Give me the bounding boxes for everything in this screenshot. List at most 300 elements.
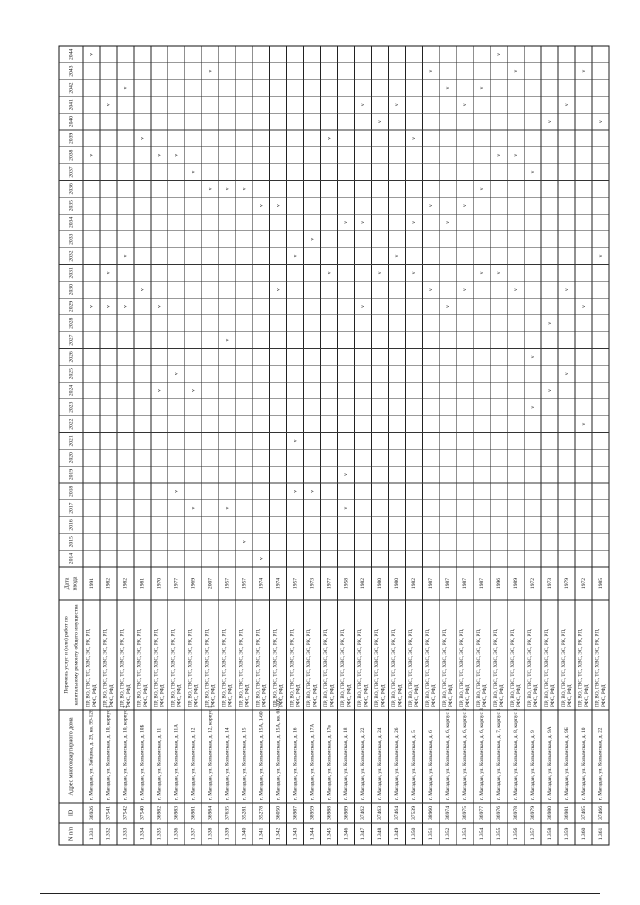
cell-id: 37539 <box>411 806 418 820</box>
cell-mark-2028: v <box>546 321 553 325</box>
cell-services: РФС, РФД <box>363 684 370 707</box>
cell-num: 1.351 <box>428 827 435 841</box>
table-row <box>595 120 607 840</box>
cell-services: РФС, РФД <box>108 684 115 707</box>
cell-mark-2032: v <box>122 254 129 258</box>
cell-mark-2035: v <box>258 204 265 208</box>
cell-address: г. Магадан, ул. Колымская, д. 6, корпус 3 <box>478 708 485 800</box>
cell-services: РФС, РФД <box>193 684 200 707</box>
cell-services: ПР, ВО, ГВС, ТС, ХВС, ЭС, РК, РП, <box>509 628 516 707</box>
table-row <box>120 86 132 840</box>
header-date: Дата <box>64 577 71 590</box>
cell-services: РФС, РФД <box>261 684 268 707</box>
cell-services: ПР, ВО, ГВС, ТС, ХВС, ЭС, РК, РП, <box>272 628 279 707</box>
table-row <box>170 154 182 841</box>
header-year-2040: 2040 <box>68 116 75 128</box>
header-year-2044: 2044 <box>68 48 75 60</box>
cell-services: РФС, РФД <box>210 684 217 707</box>
cell-id: 36981 <box>563 806 570 820</box>
table-row <box>476 86 488 840</box>
cell-address: г. Магадан, ул. Колымская, д. 10 <box>580 727 587 800</box>
cell-num: 1.331 <box>88 827 95 841</box>
cell-address: г. Магадан, ул. Колымская, д. 18 <box>343 727 350 800</box>
header-year-2042: 2042 <box>68 82 75 94</box>
cell-services: ПР, ВО, ГВС, ТС, ХВС, ЭС, РК, РП, <box>221 628 228 707</box>
header-year-2043: 2043 <box>68 65 75 77</box>
cell-services: ПР, ВО, ГВС, ТС, ХВС, ЭС, РК, РП, <box>102 628 109 707</box>
cell-mark-2034: v <box>343 221 350 224</box>
cell-mark-2017: v <box>190 506 197 510</box>
cell-num: 1.358 <box>546 827 553 841</box>
cell-mark-2037: v <box>529 170 536 174</box>
cell-mark-2029: v <box>105 305 112 308</box>
cell-mark-2034: v <box>411 221 418 224</box>
cell-address: г. Магадан, ул. Колымская, д. 8, корпус 1 <box>512 708 519 800</box>
cell-mark-2033: v <box>309 237 316 241</box>
cell-num: 1.340 <box>241 827 248 841</box>
cell-services: ПР, ВО, ГВС, ТС, ХВС, ЭС, РК, РП, <box>391 628 398 707</box>
cell-mark-2017: v <box>224 506 231 510</box>
cell-id: 36050 <box>275 806 282 820</box>
cell-mark-2041: v <box>360 103 367 107</box>
cell-services: ПР, ВО, ГВС, ТС, ХВС, ЭС, РК, РП, <box>289 628 296 707</box>
cell-services: ПР, ВО, ГВС, ТС, ХВС, ЭС, РК, РП, <box>153 628 160 707</box>
cell-num: 1.337 <box>190 827 197 841</box>
cell-services: ПР, ВО, ГВС, ТС, ХВС, ЭС, РК, РП, <box>577 628 584 707</box>
cell-id: 36926 <box>88 806 95 820</box>
cell-mark-2023: v <box>529 405 536 409</box>
cell-commission-year: 1977 <box>173 577 180 590</box>
cell-mark-2041: v <box>105 103 112 107</box>
header-year-2041: 2041 <box>68 99 75 111</box>
cell-services: РФС, РФД <box>346 684 353 707</box>
cell-services: ПР, ВО, ГВС, ТС, ХВС, ЭС, РК, РП, <box>475 628 482 707</box>
cell-mark-2029: v <box>88 305 95 308</box>
cell-services: РФС, РФД <box>566 684 573 707</box>
cell-id: 36989 <box>343 806 350 820</box>
header-year-2034: 2034 <box>68 216 75 229</box>
table-row <box>86 53 98 841</box>
cell-mark-2030: v <box>462 288 469 292</box>
cell-num: 1.345 <box>326 827 333 841</box>
header-year-2035: 2035 <box>68 200 75 212</box>
cell-services: ПР, ВО, ГВС, ТС, ХВС, ЭС, РК, РП, <box>306 628 313 707</box>
cell-services: РФС, РФД <box>549 684 556 707</box>
cell-commission-year: 1974 <box>275 577 282 590</box>
cell-services: РФС, РФД <box>414 684 421 707</box>
cell-num: 1.332 <box>105 827 112 841</box>
cell-services: РФС, РФД <box>600 684 607 707</box>
cell-mark-2035: v <box>428 204 435 208</box>
cell-id: 36983 <box>173 806 180 820</box>
cell-address: г. Магадан, ул. Колымская, д. 10, корпус 1 <box>105 705 112 800</box>
cell-num: 1.349 <box>394 827 401 841</box>
header-num: N п/п <box>68 827 75 841</box>
cell-address: г. Магадан, ул. Колымская, д. 12 <box>190 727 197 800</box>
cell-id: 37463 <box>377 806 384 820</box>
cell-id: 37466 <box>597 806 604 820</box>
cell-mark-2031: v <box>326 271 333 275</box>
cell-mark-2044: v <box>495 53 502 56</box>
cell-id: 38959 <box>309 806 316 820</box>
table-row <box>510 70 522 841</box>
cell-mark-2042: v <box>478 86 485 90</box>
cell-address: г. Магадан, ул. Колымская, д. 17А <box>309 723 316 800</box>
cell-address: г. Магадан, ул. Колымская, д. 15 <box>241 727 248 800</box>
table-row <box>204 70 216 841</box>
cell-commission-year: 1969 <box>190 577 197 590</box>
header-year-2018: 2018 <box>68 485 75 497</box>
cell-commission-year: 1980 <box>394 577 401 590</box>
cell-address: г. Магадан, ул. Зайцева, д. 29, кв. 99-128 <box>88 709 95 800</box>
cell-mark-2019: v <box>343 473 350 476</box>
cell-mark-2014: v <box>258 557 265 560</box>
cell-mark-2031: v <box>411 271 418 275</box>
cell-num: 1.341 <box>258 827 265 841</box>
table-row <box>187 170 199 840</box>
cell-num: 1.348 <box>377 827 384 841</box>
cell-address: г. Магадан, ул. Колымская, д. 10, корпус 2 <box>122 705 129 800</box>
cell-address: г. Магадан, ул. Колымская, д. 6, корпус 1 <box>445 708 452 800</box>
cell-mark-2035: v <box>462 204 469 208</box>
cell-mark-2040: v <box>546 120 553 123</box>
cell-num: 1.357 <box>529 827 536 841</box>
cell-num: 1.342 <box>275 827 282 841</box>
cell-services: РФС, РФД <box>312 684 319 707</box>
table-row <box>154 154 166 841</box>
cell-services: РФС, РФД <box>533 684 540 707</box>
header-year-2017: 2017 <box>68 502 75 514</box>
cell-commission-year: 1981 <box>139 577 146 590</box>
cell-num: 1.335 <box>156 827 163 841</box>
cell-mark-2043: v <box>428 69 435 73</box>
table-row <box>544 120 556 840</box>
cell-mark-2040: v <box>377 120 384 123</box>
cell-mark-2029: v <box>156 305 163 308</box>
cell-num: 1.334 <box>139 827 146 841</box>
header-year-2033: 2033 <box>68 233 75 245</box>
cell-id: 36981 <box>190 806 197 820</box>
cell-num: 1.346 <box>343 827 350 841</box>
cell-id: 37542 <box>122 806 129 820</box>
cell-id: 36980 <box>546 806 553 820</box>
cell-mark-2024: v <box>156 389 163 392</box>
cell-mark-2035: v <box>275 204 282 208</box>
cell-mark-2030: v <box>563 288 570 292</box>
cell-address: г. Магадан, ул. Колымская, д. 17в <box>326 725 333 800</box>
cell-id: 37540 <box>139 806 146 820</box>
cell-mark-2031: v <box>105 271 112 275</box>
cell-num: 1.353 <box>462 827 469 841</box>
cell-mark-2031: v <box>495 271 502 275</box>
cell-services: РФС, РФД <box>278 684 285 707</box>
cell-num: 1.355 <box>495 827 502 841</box>
cell-services: РФС, РФД <box>176 684 183 707</box>
cell-commission-year: 1985 <box>597 577 604 590</box>
table-row <box>306 238 318 841</box>
header-id: ID <box>68 809 75 817</box>
cell-mark-2041: v <box>563 103 570 107</box>
cell-services: ПР, ВО, ГВС, ТС, ХВС, ЭС, РК, РП, <box>441 628 448 707</box>
table-row <box>272 204 284 840</box>
cell-mark-2038: v <box>512 153 519 157</box>
cell-address: г. Магадан, ул. Колымская, д. 22 <box>597 727 604 800</box>
cell-num: 1.339 <box>224 827 231 841</box>
cell-services: ПР, ВО, ГВС, ТС, ХВС, ЭС, РК, РП, <box>594 628 601 707</box>
cell-services: ПР, ВО, ГВС, ТС, ХВС, ЭС, РК, РП, <box>255 628 262 707</box>
cell-mark-2041: v <box>462 103 469 107</box>
cell-services: ПР, ВО, ГВС, ТС, ХВС, ЭС, РК, РП, <box>560 628 567 707</box>
cell-mark-2043: v <box>580 69 587 73</box>
cell-mark-2027: v <box>224 338 231 342</box>
header-year-2030: 2030 <box>68 284 75 296</box>
cell-services: ПР, ВО, ГВС, ТС, ХВС, ЭС, РК, РП, <box>458 628 465 707</box>
cell-address: г. Магадан, ул. Колымская, д. 12, корпус 1 <box>207 705 214 800</box>
cell-id: 37465 <box>580 806 587 820</box>
cell-mark-2032: v <box>597 254 604 258</box>
cell-mark-2038: v <box>88 153 95 157</box>
cell-num: 1.360 <box>580 827 587 841</box>
cell-num: 1.354 <box>479 827 486 841</box>
cell-id: 35281 <box>241 806 248 820</box>
cell-mark-2031: v <box>377 271 384 275</box>
table-row <box>289 254 301 840</box>
header-services: капитальному ремонту общего имущества <box>73 604 80 706</box>
cell-services: РФС, РФД <box>227 684 234 707</box>
cell-mark-2015: v <box>241 540 248 544</box>
table-row <box>391 103 403 840</box>
header-year-2032: 2032 <box>68 250 75 262</box>
cell-address: г. Магадан, ул. Колымская, д. 22 <box>360 727 367 800</box>
cell-mark-2039: v <box>139 137 146 140</box>
cell-id: 36977 <box>479 806 486 820</box>
cell-id: 35278 <box>258 806 265 820</box>
cell-mark-2034: v <box>445 221 452 224</box>
cell-mark-2038: v <box>156 153 163 157</box>
cell-services: РФС, РФД <box>329 684 336 707</box>
cell-num: 1.352 <box>445 827 452 841</box>
cell-mark-2018: v <box>173 490 180 493</box>
cell-id: 36987 <box>292 806 299 820</box>
cell-mark-2025: v <box>173 372 180 376</box>
cell-address: г. Магадан, ул. Колымская, д. 15А, 1-60 <box>258 711 265 800</box>
cell-services: ПР, ВО, ГВС, ТС, ХВС, ЭС, РК, РП, <box>238 628 245 707</box>
cell-address: г. Магадан, ул. Колымская, д. 15А, кв. 61-105 <box>275 698 282 800</box>
cell-services: РФС, РФД <box>482 684 489 707</box>
table-row <box>374 120 386 840</box>
table-row <box>238 187 250 840</box>
cell-services: ПР, ВО, ГВС, ТС, ХВС, ЭС, РК, РП, <box>136 628 143 707</box>
cell-commission-year: 1957 <box>241 577 248 590</box>
header-year-2029: 2029 <box>68 300 75 313</box>
cell-mark-2034: v <box>360 221 367 224</box>
cell-services: ПР, ВО, ГВС, ТС, ХВС, ЭС, РК, РП, <box>119 628 126 707</box>
cell-address: г. Магадан, ул. Колымская, д. 9 <box>529 730 536 800</box>
table-row <box>527 170 539 840</box>
header-year-2015: 2015 <box>68 536 75 548</box>
cell-mark-2037: v <box>190 170 197 174</box>
cell-mark-2029: v <box>580 305 587 308</box>
cell-mark-2024: v <box>546 389 553 392</box>
cell-address: г. Магадан, ул. Колымская, д. 26 <box>394 727 401 800</box>
table-row <box>408 137 420 841</box>
cell-services: ПР, ВО, ГВС, ТС, ХВС, ЭС, РК, РП, <box>357 628 364 707</box>
cell-mark-2039: v <box>411 137 418 140</box>
cell-address: г. Магадан, ул. Колымская, д. 6, корпус 2 <box>461 708 468 800</box>
cell-services: ПР, ВО, ГВС, ТС, ХВС, ЭС, РК, РП, <box>408 628 415 707</box>
cell-num: 1.361 <box>597 827 604 841</box>
cell-commission-year: 1989 <box>512 577 519 590</box>
table-row <box>425 70 437 841</box>
cell-id: 38960 <box>428 806 435 820</box>
cell-services: ПР, ВО, ГВС, ТС, ХВС, ЭС, РК, РП, <box>187 628 194 707</box>
cell-mark-2043: v <box>512 69 519 73</box>
cell-services: РФС, РФД <box>125 684 132 707</box>
cell-id: 36982 <box>156 806 163 820</box>
cell-id: 36988 <box>326 806 333 820</box>
header-year-2022: 2022 <box>68 418 75 430</box>
table-row <box>340 221 352 840</box>
cell-commission-year: 1991 <box>88 577 95 590</box>
table-row <box>255 204 267 840</box>
cell-num: 1.356 <box>512 827 519 841</box>
cell-commission-year: 1972 <box>529 577 536 590</box>
header-date: ввода <box>72 576 79 591</box>
header-year-2028: 2028 <box>68 317 75 329</box>
cell-mark-2026: v <box>529 355 536 359</box>
cell-commission-year: 1982 <box>411 577 418 590</box>
cell-mark-2018: v <box>309 490 316 493</box>
cell-num: 1.344 <box>309 827 316 841</box>
cell-mark-2040: v <box>597 120 604 123</box>
cell-address: г. Магадан, ул. Колымская, д. 5 <box>411 730 418 800</box>
cell-services: ПР, ВО, ГВС, ТС, ХВС, ЭС, РК, РП, <box>526 628 533 707</box>
cell-commission-year: 1974 <box>258 577 265 590</box>
cell-services: РФС, РФД <box>583 684 590 707</box>
cell-id: 36976 <box>495 806 502 820</box>
cell-services: РФС, РФД <box>91 684 98 707</box>
header-year-2031: 2031 <box>68 267 75 279</box>
cell-commission-year: 1957 <box>292 577 299 590</box>
cell-address: г. Магадан, ул. Колымская, д. 6 <box>428 730 435 800</box>
cell-services: ПР, ВО, ГВС, ТС, ХВС, ЭС, РК, РП, <box>170 628 177 707</box>
header-year-2023: 2023 <box>68 401 75 413</box>
cell-commission-year: 1958 <box>343 577 350 590</box>
table <box>59 46 609 845</box>
header-services: Перечень услуг и (или) работ по <box>63 616 70 694</box>
header-year-2026: 2026 <box>68 351 75 363</box>
cell-id: 37635 <box>224 806 231 820</box>
table-row <box>323 137 335 841</box>
cell-id: 37541 <box>105 806 112 820</box>
cell-commission-year: 1987 <box>462 577 469 590</box>
cell-mark-2044: v <box>88 53 95 56</box>
cell-mark-2018: v <box>292 490 299 493</box>
cell-mark-2036: v <box>478 187 485 191</box>
cell-mark-2038: v <box>173 153 180 157</box>
cell-commission-year: 1970 <box>156 577 163 590</box>
table-row <box>137 137 149 841</box>
cell-address: г. Магадан, ул. Колымская, д. 16 <box>292 727 299 800</box>
cell-services: РФС, РФД <box>295 684 302 707</box>
cell-id: 36978 <box>512 806 519 820</box>
cell-id: 36974 <box>445 806 452 820</box>
cell-mark-2021: v <box>292 439 299 443</box>
header-year-2020: 2020 <box>68 452 75 464</box>
cell-address: г. Магадан, ул. Колымская, д. 24 <box>377 727 384 800</box>
header-year-2021: 2021 <box>68 435 75 447</box>
cell-mark-2032: v <box>292 254 299 258</box>
cell-mark-2029: v <box>122 305 129 308</box>
cell-services: РФС, РФД <box>397 684 404 707</box>
cell-num: 1.343 <box>292 827 299 841</box>
cell-services: ПР, ВО, ГВС, ТС, ХВС, ЭС, РК, РП, <box>85 628 92 707</box>
cell-address: г. Магадан, ул. Колымская, д. 9Б <box>563 727 570 800</box>
cell-mark-2017: v <box>343 506 350 510</box>
cell-id: 37464 <box>394 806 401 820</box>
table-row <box>442 86 454 840</box>
cell-mark-2032: v <box>394 254 401 258</box>
table-row <box>357 103 369 840</box>
cell-mark-2029: v <box>360 305 367 308</box>
cell-mark-2030: v <box>428 288 435 292</box>
cell-address: г. Магадан, ул. Колымская, д. 7, корпус 1 <box>495 708 502 800</box>
cell-mark-2036: v <box>224 187 231 191</box>
cell-mark-2038: v <box>495 153 502 157</box>
cell-services: ПР, ВО, ГВС, ТС, ХВС, ЭС, РК, РП, <box>543 628 550 707</box>
cell-commission-year: 1972 <box>580 577 587 590</box>
cell-num: 1.333 <box>122 827 129 841</box>
cell-address: г. Магадан, ул. Колымская, д. 9А <box>546 726 553 800</box>
cell-services: ПР, ВО, ГВС, ТС, ХВС, ЭС, РК, РП, <box>374 628 381 707</box>
table-row <box>561 103 573 840</box>
cell-services: РФС, РФД <box>516 684 523 707</box>
cell-commission-year: 1982 <box>360 577 367 590</box>
header-year-2019: 2019 <box>68 468 75 481</box>
cell-mark-2030: v <box>275 288 282 292</box>
cell-commission-year: 1982 <box>105 577 112 590</box>
cell-id: 36979 <box>529 806 536 820</box>
cell-address: г. Магадан, ул. Колымская, д. 14 <box>224 727 231 800</box>
cell-mark-2042: v <box>122 86 129 90</box>
cell-commission-year: 2007 <box>207 577 214 590</box>
cell-mark-2036: v <box>207 187 214 191</box>
cell-num: 1.359 <box>563 827 570 841</box>
cell-mark-2025: v <box>563 372 570 376</box>
header-year-2014: 2014 <box>68 553 75 565</box>
cell-services: РФС, РФД <box>465 684 472 707</box>
cell-address: г. Магадан, ул. Колымская, д. 11А <box>173 724 180 800</box>
table-row <box>493 53 505 841</box>
cell-address: г. Магадан, ул. Колымская, д. 10Б <box>139 724 146 800</box>
cell-services: РФС, РФД <box>499 684 506 707</box>
header-year-2025: 2025 <box>68 368 75 380</box>
cell-services: РФС, РФД <box>380 684 387 707</box>
cell-services: РФС, РФД <box>159 684 166 707</box>
header-year-2016: 2016 <box>68 519 75 531</box>
cell-services: ПР, ВО, ГВС, ТС, ХВС, ЭС, РК, РП, <box>425 628 432 707</box>
cell-services: РФС, РФД <box>244 684 251 707</box>
cell-id: 36975 <box>462 806 469 820</box>
cell-mark-2031: v <box>478 271 485 275</box>
cell-services: РФС, РФД <box>142 684 149 707</box>
cell-num: 1.347 <box>360 827 367 841</box>
cell-commission-year: 1979 <box>563 577 570 590</box>
cell-services: ПР, ВО, ГВС, ТС, ХВС, ЭС, РК, РП, <box>492 628 499 707</box>
cell-commission-year: 1973 <box>546 577 553 590</box>
cell-mark-2042: v <box>445 86 452 90</box>
cell-services: РФС, РФД <box>448 684 455 707</box>
